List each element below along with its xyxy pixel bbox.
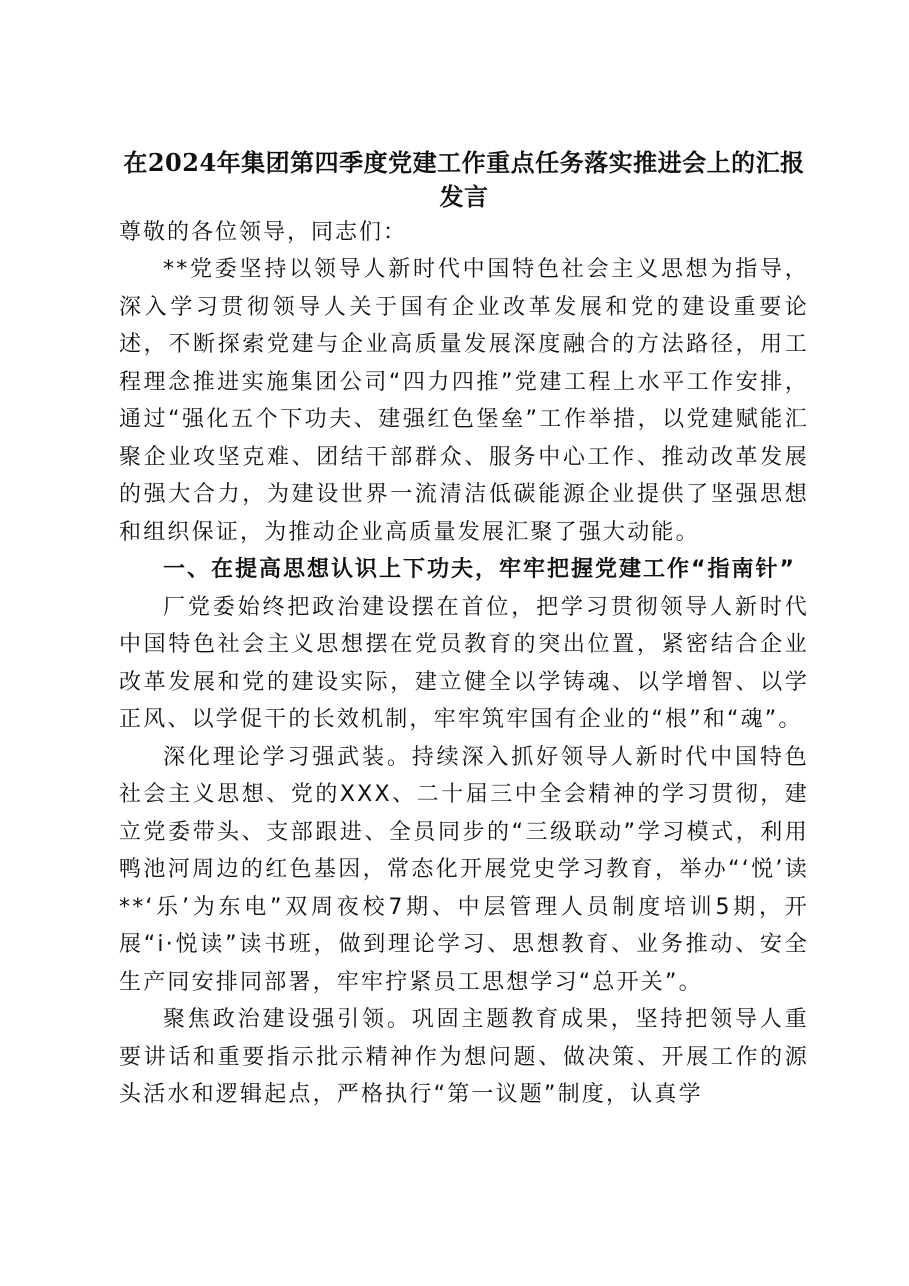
section1-paragraph-2: 深化理论学习强武装。持续深入抓好领导人新时代中国特色社会主义思想、党的XXX、二十届三中全会精神的学习贯彻，建立党委带头、支部跟进、全员同步的“三级联动”学习模式，利用鸭池河周边的红色基因，常态化开展党史学习教育，举办“‘悦’读**‘乐’为东电”双周夜校7期、中层管理人员制度培训5期，开展“i·悦读”读书班，做到理论学习、思想教育、业务推动、安全生产同安排同部署，牢牢拧紧员工思想学习“总开关”。 <box>119 744 809 995</box>
section1-paragraph-1: 厂党委始终把政治建设摆在首位，把学习贯彻领导人新时代中国特色社会主义思想摆在党员教育的突出位置，紧密结合企业改革发展和党的建设实际，建立健全以学铸魂、以学增智、以学正风、以学促干的长效机制，牢牢筑牢国有企业的“根”和“魂”。 <box>119 594 809 732</box>
document-title: 在2024年集团第四季度党建工作重点任务落实推进会上的汇报发言 <box>123 148 805 211</box>
intro-paragraph: **党委坚持以领导人新时代中国特色社会主义思想为指导，深入学习贯彻领导人关于国有企业改革发展和党的建设重要论述，不断探索党建与企业高质量发展深度融合的方法路径，用工程理念推进实施集团公司“四力四推”党建工程上水平工作安排，通过“强化五个下功夫、建强红色堡垒”工作举措，以党建赋能汇聚企业攻坚克难、团结干部群众、服务中心工作、推动改革发展的强大合力，为建设世界一流清洁低碳能源企业提供了坚强思想和组织保证，为推动企业高质量发展汇聚了强大动能。 <box>119 257 809 545</box>
section1-paragraph-3: 聚焦政治建设强引领。巩固主题教育成果，坚持把领导人重要讲话和重要指示批示精神作为想问题、做决策、开展工作的源头活水和逻辑起点，严格执行“第一议题”制度，认真学 <box>119 1007 809 1107</box>
document-body <box>119 146 809 1114</box>
greeting: 尊敬的各位领导，同志们： <box>119 220 408 245</box>
section-heading-1: 一、在提高思想认识上下功夫，牢牢把握党建工作“指南针” <box>163 557 796 582</box>
